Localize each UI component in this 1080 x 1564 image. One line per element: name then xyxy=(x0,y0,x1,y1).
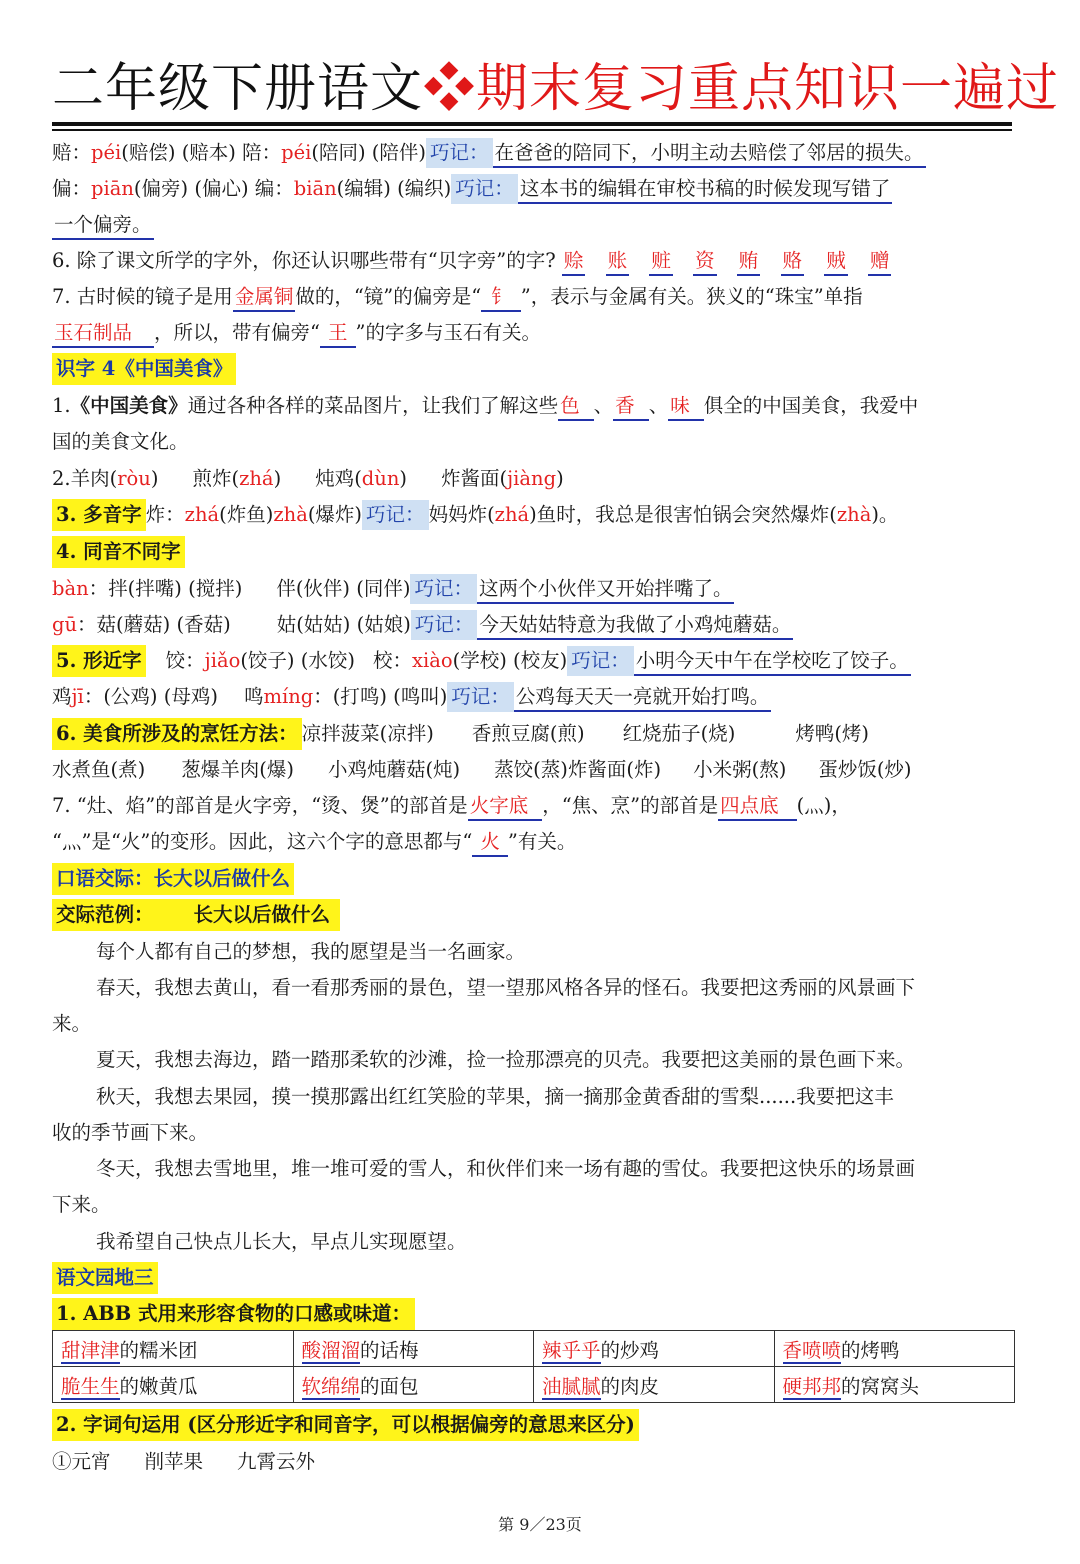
abb-label: 1. ABB 式用来形容食物的口感或味道： xyxy=(52,1297,1022,1331)
label-highlight: 6. 美食所涉及的烹饪方法： xyxy=(52,718,302,750)
page-title xyxy=(52,58,1060,120)
answer: 味 xyxy=(668,393,704,421)
answer: 金属铜 xyxy=(233,284,296,312)
meishi-5: 5. 形近字 饺：jiǎo(饺子) (水饺) 校：xiào(学校) (校友) 巧记： 小明今天中午在学校吃了饺子。 xyxy=(52,644,1022,678)
section-heading-yuwen: 语文园地三 xyxy=(52,1261,1022,1295)
answer: 赂 xyxy=(781,248,805,276)
abb-table xyxy=(52,1330,1015,1403)
table-cell: 硬邦邦的窝窝头 xyxy=(774,1367,1015,1403)
pian-line: 偏：piān(偏旁) (偏心) 编：biān(编辑) (编织) 巧记： 这本书的编辑在审校书稿的时候发现写错了 xyxy=(52,172,1022,206)
meishi-6-cont: 水煮鱼(煮) 葱爆羊肉(爆) 小鸡炖蘑菇(炖) 蒸饺(蒸)炸酱面(炸) 小米粥(熬) 蛋炒饭(炒) xyxy=(52,758,912,781)
title-left: 二年级下册语文 xyxy=(52,59,424,119)
answer: 贼 xyxy=(824,248,848,276)
table-cell: 甜津津的糯米团 xyxy=(53,1331,294,1367)
label-highlight: 5. 形近字 xyxy=(52,645,146,677)
table-row xyxy=(53,1331,1015,1367)
tip-label: 巧记： xyxy=(451,174,518,204)
essay-paragraph: 冬天，我想去雪地里，堆一堆可爱的雪人，和伙伴们来一场有趣的雪仗。我要把这快乐的场景画 xyxy=(96,1157,916,1180)
meishi-1: 1.《中国美食》通过各种各样的菜品图片，让我们了解这些 色 、 香 、 味 俱全的中国美食，我爱中 xyxy=(52,389,1022,423)
table-cell: 香喷喷的烤鸭 xyxy=(774,1331,1015,1367)
essay-paragraph: 春天，我想去黄山，看一看那秀丽的景色，望一望那风格各异的怪石。我要把这秀丽的风景画下 xyxy=(96,976,916,999)
answer: 钅 xyxy=(481,284,521,312)
answer: 王 xyxy=(320,320,356,348)
essay-paragraph: 秋天，我想去果园，摸一摸那露出红红笑脸的苹果，摘一摘那金黄香甜的雪梨......我要把这丰 xyxy=(96,1085,894,1108)
table-cell: 软绵绵的面包 xyxy=(293,1367,534,1403)
title-right: ❖期末复习重点知识一遍过 xyxy=(423,59,1060,119)
question-6: 6. 除了课文所学的字外，你还认识哪些带有“贝字旁”的字? 赊 账 赃 资 贿 赂 贼 赠 xyxy=(52,244,1022,278)
pei-line: 赔：péi(赔偿) (赔本) 陪：péi(陪同) (陪伴) 巧记： 在爸爸的陪同下，小明主动去赔偿了邻居的损失。 xyxy=(52,136,1022,170)
title-rule-thin xyxy=(52,129,1012,131)
answer: 火字底 xyxy=(468,793,543,821)
meishi-7-cont: “灬”是“火”的变形。因此，这六个字的意思都与“ 火 ”有关。 xyxy=(52,825,1022,859)
answer: 玉石制品 xyxy=(52,320,154,348)
pian-line-2: 一个偏旁。 xyxy=(52,208,1022,242)
meishi-6: 6. 美食所涉及的烹饪方法： 凉拌菠菜(凉拌) 香煎豆腐(煎) 红烧茄子(烧) 烤鸭(烤) xyxy=(52,717,1022,751)
table-cell: 辣乎乎的炒鸡 xyxy=(534,1331,775,1367)
section-heading-oral: 口语交际：长大以后做什么 xyxy=(52,862,1022,896)
essay-paragraph-cont: 下来。 xyxy=(52,1193,111,1216)
essay-paragraph: 夏天，我想去海边，踏一踏那柔软的沙滩，捡一捡那漂亮的贝壳。我要把这美丽的景色画下来。 xyxy=(96,1048,916,1071)
gu-line: gū：菇(蘑菇) (香菇) 姑(姑姑) (姑娘) 巧记： 今天姑姑特意为我做了小鸡炖蘑菇。 xyxy=(52,608,1022,642)
oral-example-heading: 交际范例： 长大以后做什么 xyxy=(52,898,1022,932)
answer: 赃 xyxy=(649,248,673,276)
table-cell: 脆生生的嫩黄瓜 xyxy=(53,1367,294,1403)
mnemonic-sentence: 这本书的编辑在审校书稿的时候发现写错了 xyxy=(518,176,893,204)
answer: 赊 xyxy=(562,248,586,276)
section-heading-shizi4: 识字 4《中国美食》 xyxy=(52,352,1022,386)
question-7-cont: 玉石制品 ，所以，带有偏旁“ 王 ”的字多与玉石有关。 xyxy=(52,316,1022,350)
ban-line: bàn：拌(拌嘴) (搅拌) 伴(伙伴) (同伴) 巧记： 这两个小伙伴又开始拌嘴了。 xyxy=(52,572,1022,606)
table-cell: 油腻腻的肉皮 xyxy=(534,1367,775,1403)
label-highlight: 3. 多音字 xyxy=(52,499,146,531)
essay-paragraph: 我希望自己快点儿长大，早点儿实现愿望。 xyxy=(96,1230,467,1253)
essay-paragraph-cont: 收的季节画下来。 xyxy=(52,1121,209,1144)
meishi-3: 3. 多音字 炸：zhá(炸鱼)zhà(爆炸) 巧记： 妈妈炸(zhá)鱼时，我总是很害怕锅会突然爆炸(zhà)。 xyxy=(52,498,1022,532)
answer: 贿 xyxy=(737,248,761,276)
meishi-7: 7. “灶、焰”的部首是火字旁，“烫、煲”的部首是 火字底 ，“焦、烹”的部首是 四点底 (灬)， xyxy=(52,789,1022,823)
question-7: 7. 古时候的镜子是用 金属铜 做的，“镜”的偏旁是“ 钅 ”，表示与金属有关。狭义的“珠宝”单指 xyxy=(52,280,1022,314)
meishi-4 xyxy=(52,535,1022,569)
answer: 四点底 xyxy=(718,793,797,821)
ciju-label: 2. 字词句运用 (区分形近字和同音字，可以根据偏旁的意思来区分) xyxy=(52,1408,1022,1442)
ciju-items: ①元宵 削苹果 九霄云外 xyxy=(52,1450,316,1473)
answer: 赠 xyxy=(868,248,892,276)
table-cell: 酸溜溜的话梅 xyxy=(293,1331,534,1367)
answer: 火 xyxy=(472,829,508,857)
essay-paragraph: 每个人都有自己的梦想，我的愿望是当一名画家。 xyxy=(96,940,526,963)
meishi-1-cont: 国的美食文化。 xyxy=(52,430,189,453)
ji-line: 鸡jī：(公鸡) (母鸡) 鸣míng：(打鸣) (鸣叫) 巧记： 公鸡每天天一亮就开始打鸣。 xyxy=(52,680,1022,714)
answer: 资 xyxy=(693,248,717,276)
mnemonic-sentence: 在爸爸的陪同下，小明主动去赔偿了邻居的损失。 xyxy=(493,140,926,168)
tip-label: 巧记： xyxy=(426,138,493,168)
answer: 香 xyxy=(613,393,649,421)
title-rule-thick xyxy=(52,122,1012,126)
answer: 色 xyxy=(558,393,594,421)
label-highlight: 4. 同音不同字 xyxy=(52,536,185,568)
answer: 账 xyxy=(606,248,630,276)
meishi-2: 2.羊肉(ròu) 煎炸(zhá) 炖鸡(dùn) 炸酱面(jiàng) xyxy=(52,467,564,490)
table-row xyxy=(53,1367,1015,1403)
essay-paragraph-cont: 来。 xyxy=(52,1012,92,1035)
page-number: 第 9／23页 xyxy=(498,1515,582,1534)
